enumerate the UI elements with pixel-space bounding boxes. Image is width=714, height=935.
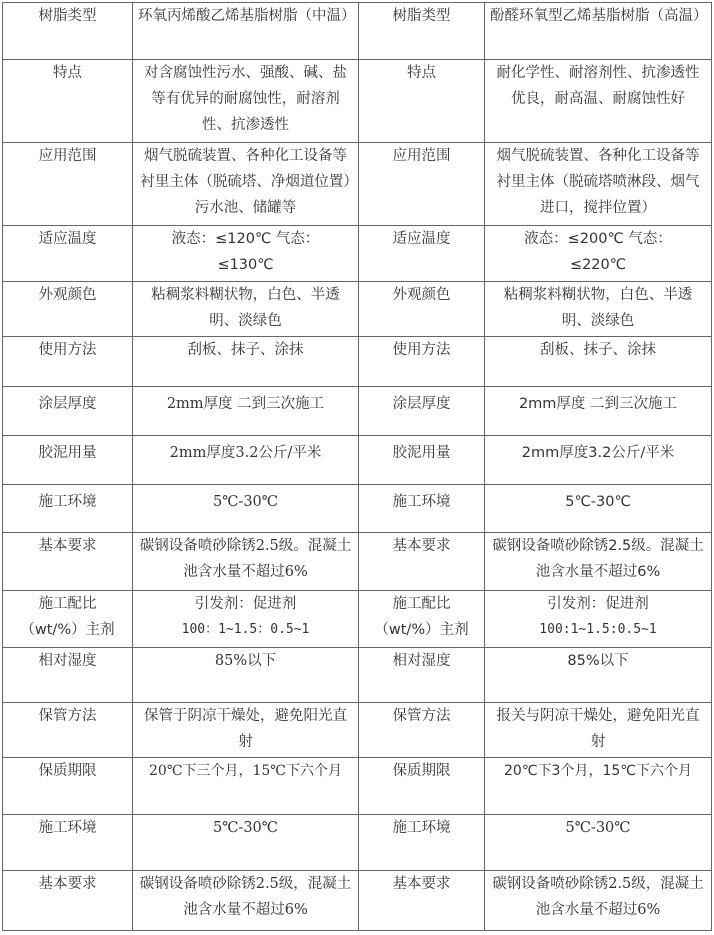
high-temp-application: 烟气脱硫装置、各种化工设备等衬里主体（脱硫塔喷淋段、烟气进口，搅拌位置） — [485, 143, 712, 226]
high-temp-usage: 刮板、抹子、涂抹 — [485, 337, 712, 387]
table-row — [3, 387, 712, 436]
high-temp-resin-type: 酚醛环氧型乙烯基脂树脂（高温） — [485, 3, 712, 60]
row-label-features: 特点 — [3, 60, 133, 143]
high-temp-humidity: 85%以下 — [485, 648, 712, 703]
row-label-storage: 保管方法 — [359, 703, 485, 758]
table-row — [3, 436, 712, 485]
row-label-temperature: 适应温度 — [3, 226, 133, 282]
row-label-basic-requirement: 基本要求 — [3, 533, 133, 591]
row-label-environment: 施工环境 — [3, 485, 133, 533]
table-row — [3, 143, 712, 226]
row-label-humidity: 相对湿度 — [359, 648, 485, 703]
table-row — [3, 591, 712, 648]
high-temp-shelf-life: 20℃下3个月，15℃下六个月 — [485, 758, 712, 815]
high-temp-storage: 报关与阴凉干燥处，避免阳光直射 — [485, 703, 712, 758]
medium-temp-temperature-line1: 液态：≤120℃ 气态： — [171, 231, 320, 247]
row-label-basic-requirement: 基本要求 — [359, 533, 485, 591]
row-label-shelf-life: 保质期限 — [359, 758, 485, 815]
row-label-mortar-amount: 胶泥用量 — [3, 436, 133, 485]
medium-temp-environment: 5℃-30℃ — [133, 815, 359, 871]
row-label-humidity: 相对湿度 — [3, 648, 133, 703]
table-row — [3, 226, 712, 282]
row-label-appearance: 外观颜色 — [359, 282, 485, 337]
medium-temp-mix-ratio — [133, 591, 359, 648]
row-label-application: 应用范围 — [3, 143, 133, 226]
table-row — [3, 337, 712, 387]
medium-temp-mortar-amount: 2mm厚度3.2公斤/平米 — [133, 436, 359, 485]
high-temp-temperature-line1: 液态：≤200℃ 气态： — [524, 231, 672, 247]
medium-temp-temperature-line2: ≤130℃ — [217, 257, 274, 273]
medium-temp-shelf-life: 20℃下三个月，15℃下六个月 — [133, 758, 359, 815]
table-row — [3, 815, 712, 871]
medium-temp-basic-requirement: 碳钢设备喷砂除锈2.5级。混凝土池含水量不超过6% — [133, 533, 359, 591]
row-label-environment: 施工环境 — [359, 485, 485, 533]
high-temp-temperature-line2: ≤220℃ — [569, 257, 627, 273]
high-temp-basic-requirement: 碳钢设备喷砂除锈2.5级。混凝土池含水量不超过6% — [485, 533, 712, 591]
table-row — [3, 3, 712, 60]
medium-temp-resin-type: 环氧丙烯酸乙烯基脂树脂（中温） — [133, 3, 359, 60]
row-label-coating-thickness: 涂层厚度 — [3, 387, 133, 436]
row-label-resin-type: 树脂类型 — [359, 3, 485, 60]
medium-temp-basic-requirement: 碳钢设备喷砂除锈2.5级，混凝土池含水量不超过6% — [133, 871, 359, 931]
row-label-mix-ratio — [3, 591, 133, 648]
mix-ratio-label-line2: （wt/%）主剂 — [374, 622, 469, 638]
row-label-usage: 使用方法 — [3, 337, 133, 387]
table-row — [3, 758, 712, 815]
mix-ratio-label-line1: 施工配比 — [38, 596, 97, 612]
table-row — [3, 485, 712, 533]
medium-temp-storage: 保管于阴凉干燥处，避免阳光直射 — [133, 703, 359, 758]
medium-temp-environment: 5℃-30℃ — [133, 485, 359, 533]
table-row — [3, 648, 712, 703]
row-label-environment: 施工环境 — [359, 815, 485, 871]
table-row — [3, 703, 712, 758]
row-label-resin-type: 树脂类型 — [3, 3, 133, 60]
row-label-temperature: 适应温度 — [359, 226, 485, 282]
high-temp-mix-ratio — [485, 591, 712, 648]
table-row — [3, 60, 712, 143]
table-row — [3, 533, 712, 591]
medium-temp-mix-ratio-line2: 100：1~1.5：0.5~1 — [181, 622, 310, 637]
row-label-storage: 保管方法 — [3, 703, 133, 758]
medium-temp-usage: 刮板、抹子、涂抹 — [133, 337, 359, 387]
high-temp-environment: 5℃-30℃ — [485, 485, 712, 533]
row-label-shelf-life: 保质期限 — [3, 758, 133, 815]
high-temp-environment: 5℃-30℃ — [485, 815, 712, 871]
row-label-basic-requirement: 基本要求 — [3, 871, 133, 931]
high-temp-basic-requirement: 碳钢设备喷砂除锈2.5级，混凝土池含水量不超过6% — [485, 871, 712, 931]
row-label-application: 应用范围 — [359, 143, 485, 226]
row-label-environment: 施工环境 — [3, 815, 133, 871]
row-label-mortar-amount: 胶泥用量 — [359, 436, 485, 485]
table-row — [3, 871, 712, 931]
medium-temp-features: 对含腐蚀性污水、强酸、碱、盐等有优异的耐腐蚀性，耐溶剂性、抗渗透性 — [133, 60, 359, 143]
high-temp-features: 耐化学性、耐溶剂性、抗渗透性优良，耐高温、耐腐蚀性好 — [485, 60, 712, 143]
medium-temp-mix-ratio-line1: 引发剂：促进剂 — [194, 596, 297, 612]
high-temp-appearance: 粘稠浆料糊状物，白色、半透明、淡绿色 — [485, 282, 712, 337]
mix-ratio-label-line2: （wt/%）主剂 — [20, 622, 115, 638]
row-label-features: 特点 — [359, 60, 485, 143]
medium-temp-temperature — [133, 226, 359, 282]
high-temp-coating-thickness: 2mm厚度 二到三次施工 — [485, 387, 712, 436]
resin-comparison-table — [2, 2, 712, 931]
mix-ratio-label-line1: 施工配比 — [392, 596, 451, 612]
medium-temp-application: 烟气脱硫装置、各种化工设备等衬里主体（脱硫塔、净烟道位置）污水池、储罐等 — [133, 143, 359, 226]
high-temp-mix-ratio-line2: 100:1~1.5:0.5~1 — [539, 622, 657, 637]
high-temp-mortar-amount: 2mm厚度3.2公斤/平米 — [485, 436, 712, 485]
row-label-coating-thickness: 涂层厚度 — [359, 387, 485, 436]
row-label-basic-requirement: 基本要求 — [359, 871, 485, 931]
table-row — [3, 282, 712, 337]
medium-temp-appearance: 粘稠浆料糊状物，白色、半透明、淡绿色 — [133, 282, 359, 337]
row-label-appearance: 外观颜色 — [3, 282, 133, 337]
row-label-mix-ratio — [359, 591, 485, 648]
medium-temp-coating-thickness: 2mm厚度 二到三次施工 — [133, 387, 359, 436]
high-temp-temperature — [485, 226, 712, 282]
medium-temp-humidity: 85%以下 — [133, 648, 359, 703]
high-temp-mix-ratio-line1: 引发剂：促进剂 — [547, 596, 649, 612]
row-label-usage: 使用方法 — [359, 337, 485, 387]
